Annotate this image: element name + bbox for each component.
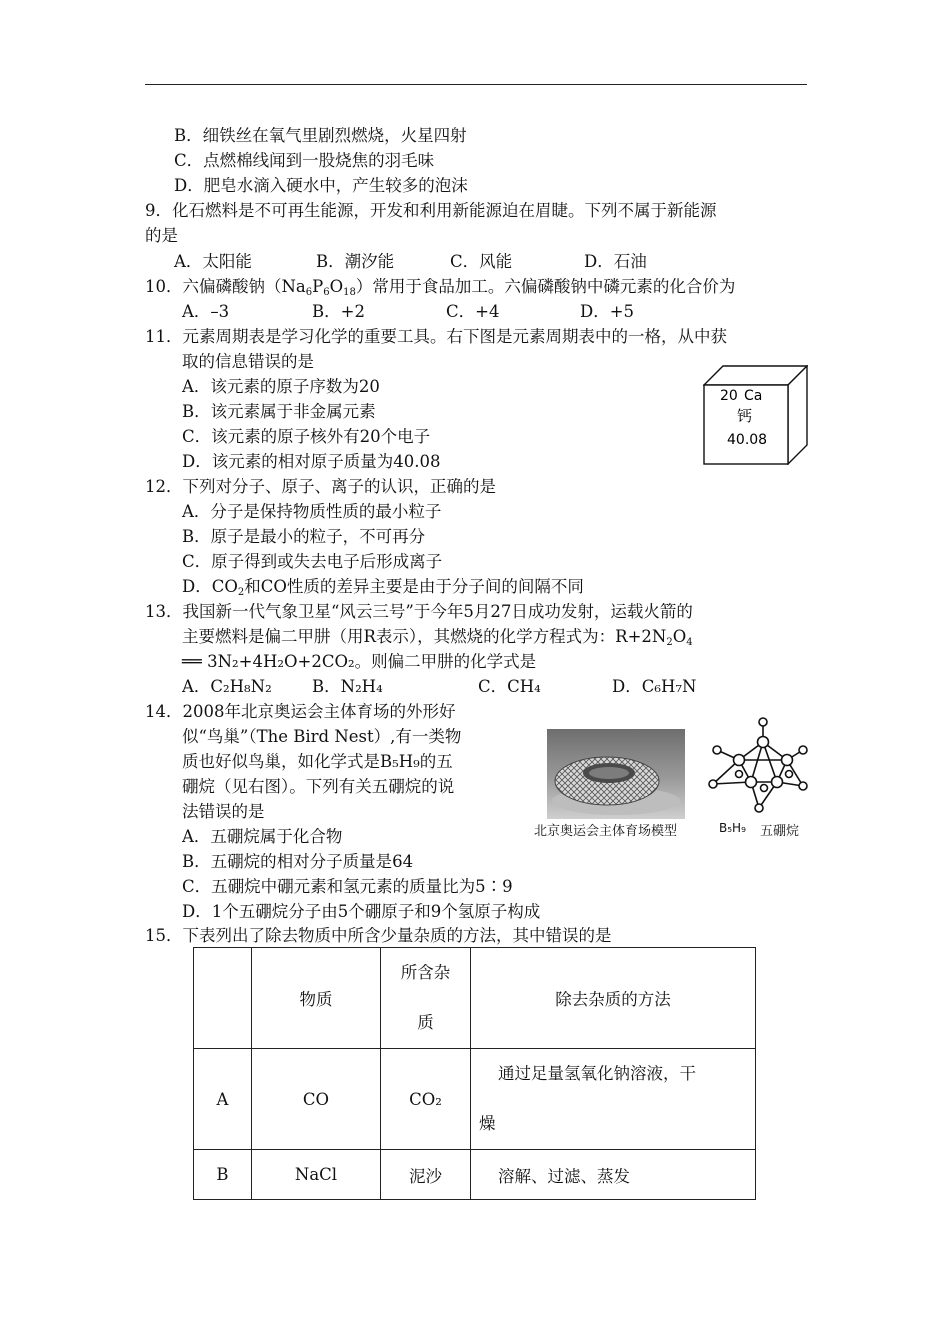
- q14-option-c: C．五硼烷中硼元素和氢元素的质量比为5∶9: [182, 877, 513, 896]
- q13-option-a: A．C₂H₈N₂: [182, 677, 272, 696]
- q10-option-a: A．–3: [182, 302, 230, 321]
- element-symbol: Ca: [744, 388, 763, 404]
- row-label: B: [194, 1150, 252, 1200]
- q10-stem: 10．六偏磷酸钠$(Na_6P_6O_{18})$常用于食品加工。六偏磷酸钠中磷元素的化合价为: [145, 277, 736, 298]
- bird-nest-stadium-photo: [547, 729, 685, 819]
- q8-option-c: C．点燃棉线闻到一股烧焦的羽毛味: [174, 151, 435, 170]
- q12-option-a: A．分子是保持物质性质的最小粒子: [182, 502, 442, 521]
- q14-option-b: B．五硼烷的相对分子质量是64: [182, 852, 414, 871]
- q13-option-c: C．CH₄: [478, 677, 541, 696]
- q9-option-d: D．石油: [584, 252, 647, 271]
- header-substance: 物质: [252, 948, 381, 1049]
- header-method: 除去杂质的方法: [471, 948, 756, 1049]
- molecule-caption-name: 五硼烷: [760, 824, 800, 839]
- q15-stem: 15．下表列出了除去物质中所含少量杂质的方法，其中错误的是: [145, 926, 612, 945]
- row-label: A: [194, 1049, 252, 1150]
- row-method: 通过足量氢氧化钠溶液，干 燥: [471, 1049, 756, 1150]
- q9-stem-line1: 9．化石燃料是不可再生能源，开发和利用新能源迫在眉睫。下列不属于新能源: [145, 201, 717, 220]
- q12-option-b: B．原子是最小的粒子，不可再分: [182, 527, 426, 546]
- q14-option-a: A．五硼烷属于化合物: [182, 827, 343, 846]
- impurity-removal-table: [193, 947, 756, 1200]
- element-name: 钙: [737, 407, 753, 425]
- q11-option-d: D．该元素的相对原子质量为40.08: [182, 452, 441, 471]
- table-row: [194, 1150, 756, 1200]
- element-number: 20: [720, 388, 738, 404]
- header-impurity: 所含杂 质: [381, 948, 471, 1049]
- q14-stem-line1: 14．2008年北京奥运会主体育场的外形好: [145, 702, 456, 721]
- q14-stem-line4: 硼烷（见右图）。下列有关五硼烷的说: [182, 777, 455, 796]
- molecule-caption-formula: B₅H₉: [719, 821, 746, 835]
- q14-option-d: D．1个五硼烷分子由5个硼原子和9个氢原子构成: [182, 902, 541, 921]
- table-row: [194, 1049, 756, 1150]
- q10-option-b: B．+2: [312, 302, 365, 321]
- photo-caption: 北京奥运会主体育场模型: [534, 824, 678, 839]
- q14-stem-line2: 似“鸟巢”（The Bird Nest）,有一类物: [182, 727, 462, 746]
- row-method: 溶解、过滤、蒸发: [471, 1150, 756, 1200]
- q13-stem-line3: ══ 3N₂+4H₂O+2CO₂。则偏二甲肼的化学式是: [182, 652, 537, 671]
- row-impurity: CO₂: [381, 1049, 471, 1150]
- q13-stem-line1: 13．我国新一代气象卫星“风云三号”于今年5月27日成功发射，运载火箭的: [145, 602, 693, 621]
- q11-option-b: B．该元素属于非金属元素: [182, 402, 376, 421]
- header-rule: [145, 84, 807, 85]
- element-mass: 40.08: [727, 432, 768, 448]
- q10-option-c: C．+4: [446, 302, 500, 321]
- q8-option-d: D．肥皂水滴入硬水中，产生较多的泡沫: [174, 176, 468, 195]
- q13-stem-line2: 主要燃料是偏二甲肼（用R表示），其燃烧的化学方程式为：$R+2N_2O_4$: [182, 627, 693, 648]
- q13-option-d: D．C₆H₇N: [612, 677, 697, 696]
- header-blank: [194, 948, 252, 1049]
- q9-stem-line2: 的是: [145, 226, 178, 245]
- q12-option-d: D．$CO_2$和CO性质的差异主要是由于分子间的间隔不同: [182, 577, 584, 598]
- row-substance: CO: [252, 1049, 381, 1150]
- q11-stem-line1: 11．元素周期表是学习化学的重要工具。右下图是元素周期表中的一格，从中获: [145, 327, 727, 346]
- q11-option-a: A．该元素的原子序数为20: [182, 377, 380, 396]
- q8-option-b: B．细铁丝在氧气里剧烈燃烧，火星四射: [174, 126, 467, 145]
- pentaborane-structure-diagram: [703, 716, 809, 818]
- q14-stem-line5: 法错误的是: [182, 802, 265, 821]
- row-substance: NaCl: [252, 1150, 381, 1200]
- q11-stem-line2: 取的信息错误的是: [182, 352, 314, 371]
- q9-option-a: A．太阳能: [174, 252, 252, 271]
- q9-option-c: C．风能: [450, 252, 513, 271]
- q11-option-c: C．该元素的原子核外有20个电子: [182, 427, 431, 446]
- q13-option-b: B．N₂H₄: [312, 677, 383, 696]
- q14-stem-line3: 质也好似鸟巢，如化学式是B₅H₉的五: [182, 752, 453, 771]
- q9-option-b: B．潮汐能: [316, 252, 395, 271]
- row-impurity: 泥沙: [381, 1150, 471, 1200]
- table-header-row: [194, 948, 756, 1049]
- q12-stem: 12．下列对分子、原子、离子的认识，正确的是: [145, 477, 496, 496]
- q12-option-c: C．原子得到或失去电子后形成离子: [182, 552, 443, 571]
- element-cell-cube: [703, 365, 808, 465]
- q10-option-d: D．+5: [580, 302, 635, 321]
